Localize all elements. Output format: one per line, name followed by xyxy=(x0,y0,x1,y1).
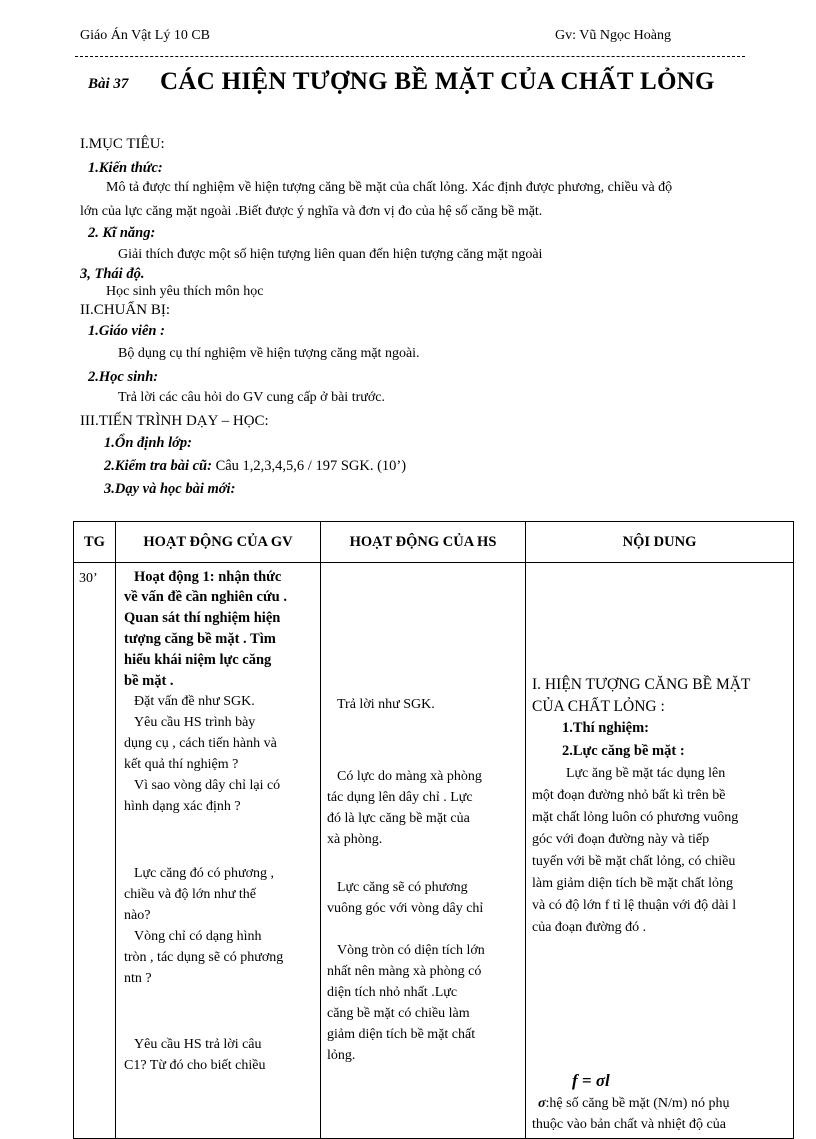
gv-line: chiều và độ lớn như thế xyxy=(124,887,257,902)
sigma-line-1 xyxy=(538,1096,729,1112)
student-text: Trả lời các câu hỏi do GV cung cấp ở bài trước. xyxy=(118,390,385,405)
formula: f = σl xyxy=(572,1071,610,1090)
gv-line: ntn ? xyxy=(124,971,152,986)
teacher-text: Bộ dụng cụ thí nghiệm về hiện tượng căng mặt ngoài. xyxy=(118,346,420,361)
hs-line: vuông góc với vòng dây chỉ xyxy=(327,901,484,916)
content-line: tuyến với bề mặt chất lỏng, có chiều xyxy=(532,854,736,869)
content-line: một đoạn đường nhỏ bất kì trên bề xyxy=(532,788,726,803)
gv-line: C1? Từ đó cho biết chiều xyxy=(124,1058,266,1073)
hs-line: nhất nên màng xà phòng có xyxy=(327,964,482,979)
header-left: Giáo Án Vật Lý 10 CB xyxy=(80,28,211,43)
lesson-number: Bài 37 xyxy=(88,76,129,92)
skills-text: Giải thích được một số hiện tượng liên quan đến hiện tượng căng mặt ngoài xyxy=(118,247,543,262)
content-sub2: 2.Lực căng bề mặt : xyxy=(562,743,685,759)
attitude-text: Học sinh yêu thích môn học xyxy=(106,284,264,299)
content-line: Lực ăng bề mặt tác dụng lên xyxy=(566,766,726,781)
hs-line: căng bề mặt có chiều làm xyxy=(327,1006,470,1021)
gv-line: Vì sao vòng dây chỉ lại có xyxy=(134,778,281,793)
hs-line: Vòng tròn có diện tích lớn xyxy=(337,943,485,958)
header-hs: HOẠT ĐỘNG CỦA HS xyxy=(321,522,526,563)
hs-line: lỏng. xyxy=(327,1048,356,1063)
gv-line: bề mặt . xyxy=(124,673,174,689)
gv-line: Lực căng đó có phương , xyxy=(134,866,274,881)
gv-line: tròn , tác dụng sẽ có phương xyxy=(124,950,284,965)
section2-heading: II.CHUẨN BỊ: xyxy=(80,302,170,318)
table-header-row xyxy=(74,522,794,563)
header-right: Gv: Vũ Ngọc Hoàng xyxy=(555,28,672,43)
teacher-label: 1.Giáo viên : xyxy=(88,323,165,339)
content-heading-line: CỦA CHẤT LỎNG : xyxy=(532,698,665,715)
sigma-line-2: thuộc vào bản chất và nhiệt độ của xyxy=(532,1117,726,1132)
gv-line: về vấn đề cần nghiên cứu . xyxy=(124,589,287,605)
gv-line: kết quả thí nghiệm ? xyxy=(124,757,239,772)
hs-line: diện tích nhỏ nhất .Lực xyxy=(327,985,458,1000)
content-line: của đoạn đường đó . xyxy=(532,920,647,935)
table-row xyxy=(74,563,794,1139)
time-cell xyxy=(74,563,116,1139)
content-line: góc với đoạn đường này và tiếp xyxy=(532,832,710,847)
step2-row xyxy=(104,458,406,475)
gv-line: Yêu cầu HS trả lời câu xyxy=(134,1037,262,1052)
content-heading-line: I. HIỆN TƯỢNG CĂNG BỀ MẶT xyxy=(532,676,751,693)
content-line: mặt chất lỏng luôn có phương vuông xyxy=(532,810,739,825)
attitude-label: 3, Thái độ. xyxy=(80,266,145,282)
hs-line: giảm diện tích bề mặt chất xyxy=(327,1027,476,1042)
student-label: 2.Học sinh: xyxy=(88,369,159,385)
knowledge-line-1: Mô tả được thí nghiệm về hiện tượng căng bề mặt của chất lỏng. Xác định được phương, chiều và độ xyxy=(106,180,673,195)
gv-line: dụng cụ , cách tiến hành và xyxy=(124,736,277,751)
gv-line: Quan sát thí nghiệm hiện xyxy=(124,610,281,626)
content-line: làm giảm diện tích bề mặt chất lỏng xyxy=(532,876,733,891)
step3-label: 3.Dạy và học bài mới: xyxy=(104,481,236,497)
gv-line: nào? xyxy=(124,908,151,923)
knowledge-label: 1.Kiến thức: xyxy=(88,160,163,176)
gv-line: Vòng chỉ có dạng hình xyxy=(134,929,262,944)
hs-line: Có lực do màng xà phòng xyxy=(337,769,482,784)
content-cell xyxy=(526,563,794,1139)
section3-heading: III.TIẾN TRÌNH DẠY – HỌC: xyxy=(80,413,269,429)
hs-line: Lực căng sẽ có phương xyxy=(337,880,468,895)
header-divider xyxy=(75,56,745,57)
knowledge-line-2: lớn của lực căng mặt ngoài .Biết được ý nghĩa và đơn vị đo của hệ số căng bề mặt. xyxy=(80,204,543,219)
hs-line: tác dụng lên dây chỉ . Lực xyxy=(327,790,473,805)
lesson-plan-table xyxy=(73,521,794,1139)
sigma-symbol: σ xyxy=(538,1096,546,1111)
gv-line: hiểu khái niệm lực căng xyxy=(124,652,272,668)
gv-line: hình dạng xác định ? xyxy=(124,799,241,814)
gv-line: Yêu cầu HS trình bày xyxy=(134,715,256,730)
gv-line: Hoạt động 1: nhận thức xyxy=(134,569,282,585)
hs-line: đó là lực căng bề mặt của xyxy=(327,811,470,826)
hs-line: Trả lời như SGK. xyxy=(337,697,435,712)
header-content: NỘI DUNG xyxy=(526,522,794,563)
skills-label: 2. Kĩ năng: xyxy=(88,225,156,241)
header-gv: HOẠT ĐỘNG CỦA GV xyxy=(116,522,321,563)
lesson-title: CÁC HIỆN TƯỢNG BỀ MẶT CỦA CHẤT LỎNG xyxy=(160,68,715,95)
sigma-text: :hệ số căng bề mặt (N/m) nó phụ xyxy=(545,1096,730,1111)
hs-line: xà phòng. xyxy=(327,832,383,847)
gv-line: Đặt vấn đề như SGK. xyxy=(134,694,255,709)
step2-label: 2.Kiểm tra bài cũ: xyxy=(104,458,212,474)
gv-line: tượng căng bề mặt . Tìm xyxy=(124,631,276,647)
gv-cell xyxy=(116,563,321,1139)
time-value: 30’ xyxy=(79,571,98,586)
step2-text: Câu 1,2,3,4,5,6 / 197 SGK. (10’) xyxy=(215,458,407,474)
content-line: và có độ lớn f tỉ lệ thuận với độ dài l xyxy=(532,898,737,913)
header-tg: TG xyxy=(74,522,116,563)
hs-cell xyxy=(321,563,526,1139)
content-sub1: 1.Thí nghiệm: xyxy=(562,720,650,736)
step1-label: 1.Ổn định lớp: xyxy=(104,435,192,451)
section1-heading: I.MỤC TIÊU: xyxy=(80,136,165,152)
